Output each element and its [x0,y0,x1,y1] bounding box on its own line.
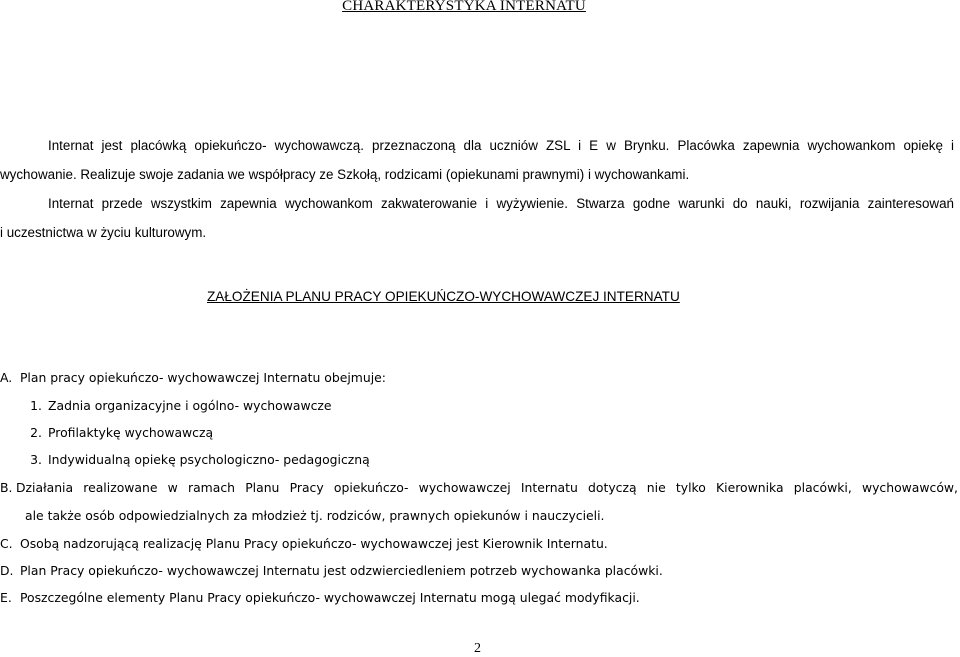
intro-line-4: i uczestnictwa w życiu kulturowym. [0,225,207,240]
section-c [0,535,960,553]
list-item-text: Indywidualną opiekę psychologiczno- pedagogiczną [48,452,370,467]
section-a-text: Plan pracy opiekuńczo- wychowawczej Internatu obejmuje: [19,370,386,385]
intro-line-2: wychowanie. Realizuje swoje zadania we współpracy ze Szkołą, rodzicami (opiekunami prawnymi) i wychowankami. [0,167,690,182]
list-item-number: 2. [30,425,42,440]
section-d-letter: D. [0,563,14,578]
section-b [0,479,960,497]
section-a [0,369,960,387]
section-b-line [0,479,958,497]
list-item [0,451,960,469]
list-item-text: Profilaktykę wychowawczą [48,425,214,440]
intro-paragraph [0,131,960,247]
section-c-letter: C. [0,536,13,551]
page-number: 2 [474,641,481,656]
section-title: ZAŁOŻENIA PLANU PRACY OPIEKUŃCZO-WYCHOWAWCZEJ INTERNATU [207,289,680,304]
section-e-text: Poszczególne elementy Planu Pracy opiekuńczo- wychowawczej Internatu mogą ulegać modyfikacji. [19,590,640,605]
section-e [0,589,960,607]
list-item-number: 1. [30,398,42,413]
section-e-letter: E. [0,590,12,605]
section-b-text: Działania realizowane w ramach Planu Pracy opiekuńczo- wychowawczej Internatu dotyczą nie tylko Kierownika placówki, wychowawców, [16,480,958,495]
list-item-text: Zadnia organizacyjne i ogólno- wychowawcze [48,398,332,413]
intro-line-3: Internat przede wszystkim zapewnia wychowankom zakwaterowanie i wyżywienie. Stwarza godne warunki do nauki, rozwijania zainteresowań [48,196,954,211]
list-item [0,397,960,415]
section-d [0,562,960,580]
section-a-letter: A. [0,370,13,385]
document-title: CHARAKTERYSTYKA INTERNATU [342,0,586,14]
section-b-letter: B. [0,480,13,495]
intro-line-1: Internat jest placówką opiekuńczo- wychowawczą. przeznaczoną dla uczniów ZSL i E w Brynku. Placówka zapewnia wychowankom opiekę i [48,138,954,153]
section-d-text: Plan Pracy opiekuńczo- wychowawczej Internatu jest odzwierciedleniem potrzeb wychowanka placówki. [19,563,663,578]
list-item-number: 3. [30,452,42,467]
section-b-continuation: ale także osób odpowiedzialnych za młodzież tj. rodziców, prawnych opiekunów i nauczycieli. [25,508,605,523]
section-c-text: Osobą nadzorującą realizację Planu Pracy opiekuńczo- wychowawczej jest Kierownik Internatu. [19,536,608,551]
list-item [0,424,960,442]
